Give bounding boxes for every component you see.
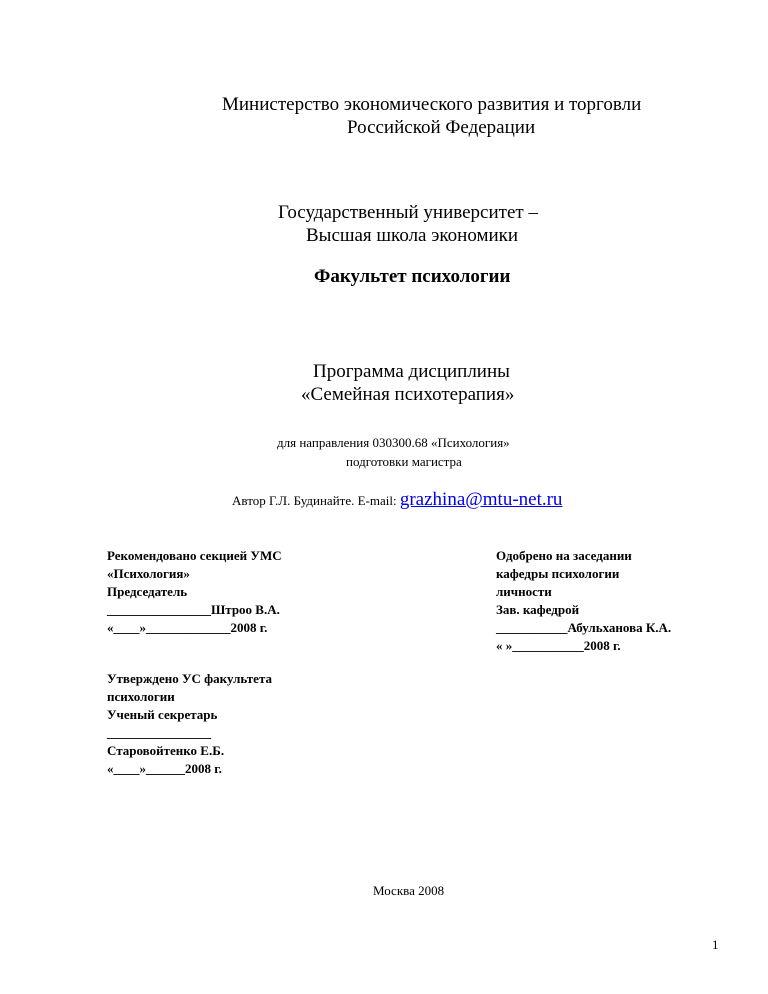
approval-left-line-3: Председатель <box>107 584 188 599</box>
approval-right-line-3: личности <box>496 584 552 599</box>
approval-left-line-2: «Психология» <box>107 566 190 581</box>
program-title-line-2: «Семейная психотерапия» <box>301 384 515 405</box>
faculty-title: Факультет психологии <box>314 266 511 287</box>
direction-line-1: для направления 030300.68 «Психология» <box>277 435 510 450</box>
university-line-1: Государственный университет – <box>278 202 538 223</box>
email-link[interactable]: grazhina@mtu-net.ru <box>399 489 563 510</box>
approval-bottom-line-3: Ученый секретарь <box>107 707 218 722</box>
approval-right-line-2: кафедры психологии <box>496 566 620 581</box>
approval-bottom-line-6: «____»______2008 г. <box>107 761 222 776</box>
approval-left-line-4: ________________Штроо В.А. <box>107 602 280 617</box>
approval-left-block <box>107 547 282 637</box>
approval-right-line-4: Зав. кафедрой <box>496 602 580 617</box>
ministry-line-2: Российской Федерации <box>347 117 536 138</box>
approval-bottom-line-4: ________________ <box>107 725 211 740</box>
approval-left-line-5: «____»_____________2008 г. <box>107 620 268 635</box>
author-line <box>232 490 562 509</box>
city-year: Москва 2008 <box>373 883 445 898</box>
page-number: 1 <box>712 937 719 952</box>
approval-left-line-1: Рекомендовано секцией УМС <box>107 548 282 563</box>
approval-bottom-line-1: Утверждено УС факультета <box>107 671 272 686</box>
approval-right-line-6: « »___________2008 г. <box>496 638 621 653</box>
approval-right-block <box>496 547 671 655</box>
author-label: Автор Г.Л. Будинайте. E-mail: <box>232 493 400 508</box>
approval-bottom-line-2: психологии <box>107 689 175 704</box>
approval-right-line-5: ___________Абульханова К.А. <box>496 620 672 635</box>
direction-line-2: подготовки магистра <box>346 454 462 469</box>
approval-right-line-1: Одобрено на заседании <box>496 548 632 563</box>
university-line-2: Высшая школа экономики <box>306 225 519 246</box>
approval-bottom-block <box>107 670 272 778</box>
program-title-line-1: Программа дисциплины <box>313 361 510 382</box>
approval-bottom-line-5: Старовойтенко Е.Б. <box>107 743 225 758</box>
ministry-line-1: Министерство экономического развития и торговли <box>222 94 642 115</box>
